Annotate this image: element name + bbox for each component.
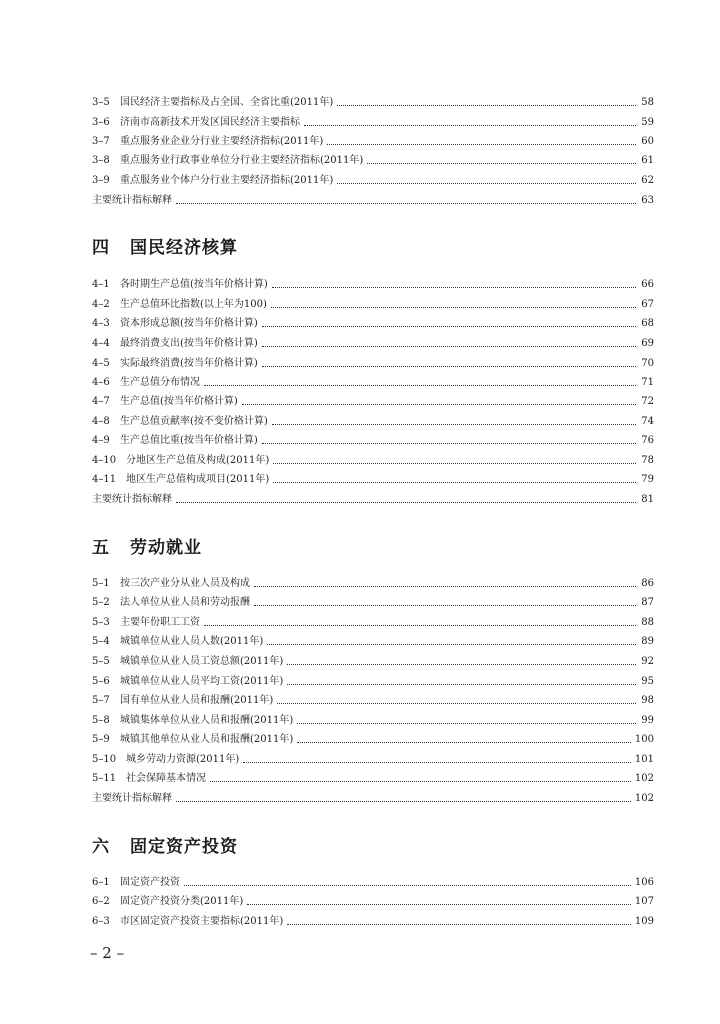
entry-number: 6–2 (92, 896, 110, 907)
toc-entry[interactable] (92, 297, 654, 313)
section-heading (92, 533, 202, 558)
leader-dots (272, 286, 636, 288)
entry-number: 5–1 (92, 578, 110, 589)
entry-title: 生产总值分布情况 (120, 377, 200, 388)
entry-number: 5–9 (92, 734, 110, 745)
entry-page: 109 (634, 916, 654, 927)
entry-title: 国有单位从业人员和报酬(2011年) (120, 695, 274, 706)
entry-number: 5–10 (92, 754, 117, 765)
toc-entry[interactable] (92, 654, 654, 670)
toc-entry[interactable] (92, 277, 654, 293)
toc-entry[interactable] (92, 336, 654, 352)
entry-title: 重点服务业行政事业单位分行业主要经济指标(2011年) (120, 155, 364, 166)
toc-entry[interactable] (92, 894, 654, 910)
toc-entry[interactable] (92, 771, 654, 787)
entry-page: 89 (641, 636, 654, 647)
leader-dots (262, 345, 636, 347)
toc-entry[interactable] (92, 693, 654, 709)
entry-page: 72 (641, 396, 654, 407)
toc-entry[interactable] (92, 752, 654, 768)
leader-dots (267, 643, 636, 645)
entry-page: 81 (641, 494, 654, 505)
entry-title: 社会保障基本情况 (126, 773, 206, 784)
entry-title: 生产总值贡献率(按不变价格计算) (120, 416, 268, 427)
section-title: 固定资产投资 (130, 837, 238, 857)
leader-dots (184, 884, 631, 886)
entry-title: 城镇单位从业人员工资总额(2011年) (120, 656, 284, 667)
page-number: – 2 – (90, 944, 125, 962)
entry-title: 固定资产投资分类(2011年) (120, 896, 244, 907)
toc-entry[interactable] (92, 914, 654, 930)
toc-entry-explanations[interactable] (92, 492, 654, 508)
entry-page: 92 (641, 656, 654, 667)
entry-page: 58 (641, 97, 654, 108)
entry-title: 固定资产投资 (120, 877, 180, 888)
entry-title: 城镇单位从业人员人数(2011年) (120, 636, 264, 647)
leader-dots (367, 162, 636, 164)
entry-page: 100 (634, 734, 654, 745)
leader-dots (204, 384, 636, 386)
entry-page: 61 (641, 155, 654, 166)
entry-page: 59 (641, 117, 654, 128)
entry-title: 国民经济主要指标及占全国、全省比重(2011年) (120, 97, 334, 108)
leader-dots (243, 761, 631, 763)
entry-page: 62 (641, 175, 654, 186)
entry-title: 实际最终消费(按当年价格计算) (120, 358, 258, 369)
entry-page: 60 (641, 136, 654, 147)
entry-title: 城镇集体单位从业人员和报酬(2011年) (120, 715, 294, 726)
entry-page: 98 (641, 695, 654, 706)
entry-page: 79 (641, 474, 654, 485)
section-heading (92, 832, 238, 857)
entry-number: 4–7 (92, 396, 110, 407)
section-title: 国民经济核算 (130, 238, 238, 258)
entry-page: 67 (641, 299, 654, 310)
entry-page: 86 (641, 578, 654, 589)
leader-dots (262, 442, 636, 444)
entry-title: 分地区生产总值及构成(2011年) (126, 455, 270, 466)
leader-dots (242, 403, 636, 405)
entry-page: 95 (641, 676, 654, 687)
section-index: 四 (92, 238, 110, 258)
toc-entry-explanations[interactable] (92, 791, 654, 807)
leader-dots (287, 663, 636, 665)
toc-entry[interactable] (92, 453, 654, 469)
leader-dots (304, 124, 636, 126)
leader-dots (271, 306, 636, 308)
toc-entry[interactable] (92, 595, 654, 611)
leader-dots (210, 780, 631, 782)
toc-entry[interactable] (92, 576, 654, 592)
entry-number: 5–8 (92, 715, 110, 726)
entry-title: 市区固定资产投资主要指标(2011年) (120, 916, 284, 927)
entry-number: 4–10 (92, 455, 117, 466)
entry-page: 99 (641, 715, 654, 726)
leader-dots (247, 903, 631, 905)
section-heading (92, 233, 238, 258)
entry-page: 87 (641, 597, 654, 608)
entry-title: 城乡劳动力资源(2011年) (126, 754, 240, 765)
toc-entry[interactable] (92, 375, 654, 391)
toc-entry-explanations[interactable] (92, 193, 654, 209)
entry-number: 4–5 (92, 358, 110, 369)
toc-entry[interactable] (92, 875, 654, 891)
entry-number: 4–6 (92, 377, 110, 388)
entry-number: 5–6 (92, 676, 110, 687)
section-title: 劳动就业 (130, 538, 202, 558)
leader-dots (254, 585, 636, 587)
leader-dots (176, 800, 631, 802)
entry-title: 城镇其他单位从业人员和报酬(2011年) (120, 734, 294, 745)
entry-number: 4–8 (92, 416, 110, 427)
toc-entry[interactable] (92, 713, 654, 729)
section-index: 五 (92, 538, 110, 558)
entry-number: 3–8 (92, 155, 110, 166)
entry-page: 68 (641, 318, 654, 329)
entry-page: 107 (634, 896, 654, 907)
entry-title: 主要统计指标解释 (92, 494, 172, 505)
entry-page: 74 (641, 416, 654, 427)
leader-dots (254, 604, 636, 606)
entry-page: 63 (641, 195, 654, 206)
entry-page: 88 (641, 617, 654, 628)
toc-entry[interactable] (92, 173, 654, 189)
entry-page: 70 (641, 358, 654, 369)
leader-dots (337, 182, 636, 184)
leader-dots (176, 501, 636, 503)
entry-title: 生产总值环比指数(以上年为100) (120, 299, 267, 310)
entry-title: 主要统计指标解释 (92, 195, 172, 206)
toc-entry[interactable] (92, 115, 654, 131)
entry-page: 71 (641, 377, 654, 388)
entry-page: 69 (641, 338, 654, 349)
toc-entry[interactable] (92, 615, 654, 631)
entry-number: 6–3 (92, 916, 110, 927)
entry-number: 3–7 (92, 136, 110, 147)
entry-title: 城镇单位从业人员平均工资(2011年) (120, 676, 284, 687)
entry-number: 4–4 (92, 338, 110, 349)
entry-title: 主要统计指标解释 (92, 793, 172, 804)
entry-number: 4–2 (92, 299, 110, 310)
entry-number: 3–9 (92, 175, 110, 186)
entry-title: 生产总值(按当年价格计算) (120, 396, 238, 407)
leader-dots (272, 423, 636, 425)
entry-title: 地区生产总值构成项目(2011年) (126, 474, 270, 485)
entry-number: 5–5 (92, 656, 110, 667)
leader-dots (262, 365, 636, 367)
entry-number: 4–11 (92, 474, 117, 485)
entry-number: 5–7 (92, 695, 110, 706)
toc-entry[interactable] (92, 732, 654, 748)
leader-dots (273, 481, 636, 483)
entry-number: 5–3 (92, 617, 110, 628)
toc-entry[interactable] (92, 674, 654, 690)
entry-title: 各时期生产总值(按当年价格计算) (120, 279, 268, 290)
entry-page: 66 (641, 279, 654, 290)
section-index: 六 (92, 837, 110, 857)
leader-dots (297, 722, 636, 724)
entry-page: 78 (641, 455, 654, 466)
entry-number: 4–1 (92, 279, 110, 290)
entry-title: 法人单位从业人员和劳动报酬 (120, 597, 250, 608)
toc-entry[interactable] (92, 316, 654, 332)
leader-dots (277, 702, 636, 704)
toc-entry[interactable] (92, 634, 654, 650)
entry-title: 重点服务业个体户分行业主要经济指标(2011年) (120, 175, 334, 186)
toc-entry[interactable] (92, 95, 654, 111)
toc-entry[interactable] (92, 433, 654, 449)
entry-page: 106 (634, 877, 654, 888)
toc-entry[interactable] (92, 134, 654, 150)
toc-entry[interactable] (92, 472, 654, 488)
entry-number: 6–1 (92, 877, 110, 888)
entry-number: 5–11 (92, 773, 117, 784)
leader-dots (327, 143, 636, 145)
entry-title: 济南市高新技术开发区国民经济主要指标 (120, 117, 300, 128)
leader-dots (176, 202, 636, 204)
entry-page: 102 (634, 793, 654, 804)
entry-title: 生产总值比重(按当年价格计算) (120, 435, 258, 446)
leader-dots (297, 741, 631, 743)
leader-dots (287, 683, 636, 685)
entry-page: 102 (634, 773, 654, 784)
leader-dots (204, 624, 636, 626)
leader-dots (287, 923, 631, 925)
toc-entry[interactable] (92, 414, 654, 430)
entry-title: 主要年份职工工资 (120, 617, 200, 628)
entry-number: 4–3 (92, 318, 110, 329)
toc-entry[interactable] (92, 356, 654, 372)
leader-dots (262, 325, 636, 327)
entry-title: 按三次产业分从业人员及构成 (120, 578, 250, 589)
entry-number: 5–2 (92, 597, 110, 608)
entry-title: 最终消费支出(按当年价格计算) (120, 338, 258, 349)
entry-number: 5–4 (92, 636, 110, 647)
entry-number: 3–6 (92, 117, 110, 128)
entry-number: 3–5 (92, 97, 110, 108)
entry-page: 101 (634, 754, 654, 765)
entry-title: 资本形成总额(按当年价格计算) (120, 318, 258, 329)
leader-dots (337, 104, 636, 106)
leader-dots (273, 462, 636, 464)
entry-page: 76 (641, 435, 654, 446)
entry-number: 4–9 (92, 435, 110, 446)
entry-title: 重点服务业企业分行业主要经济指标(2011年) (120, 136, 324, 147)
toc-entry[interactable] (92, 153, 654, 169)
toc-entry[interactable] (92, 394, 654, 410)
